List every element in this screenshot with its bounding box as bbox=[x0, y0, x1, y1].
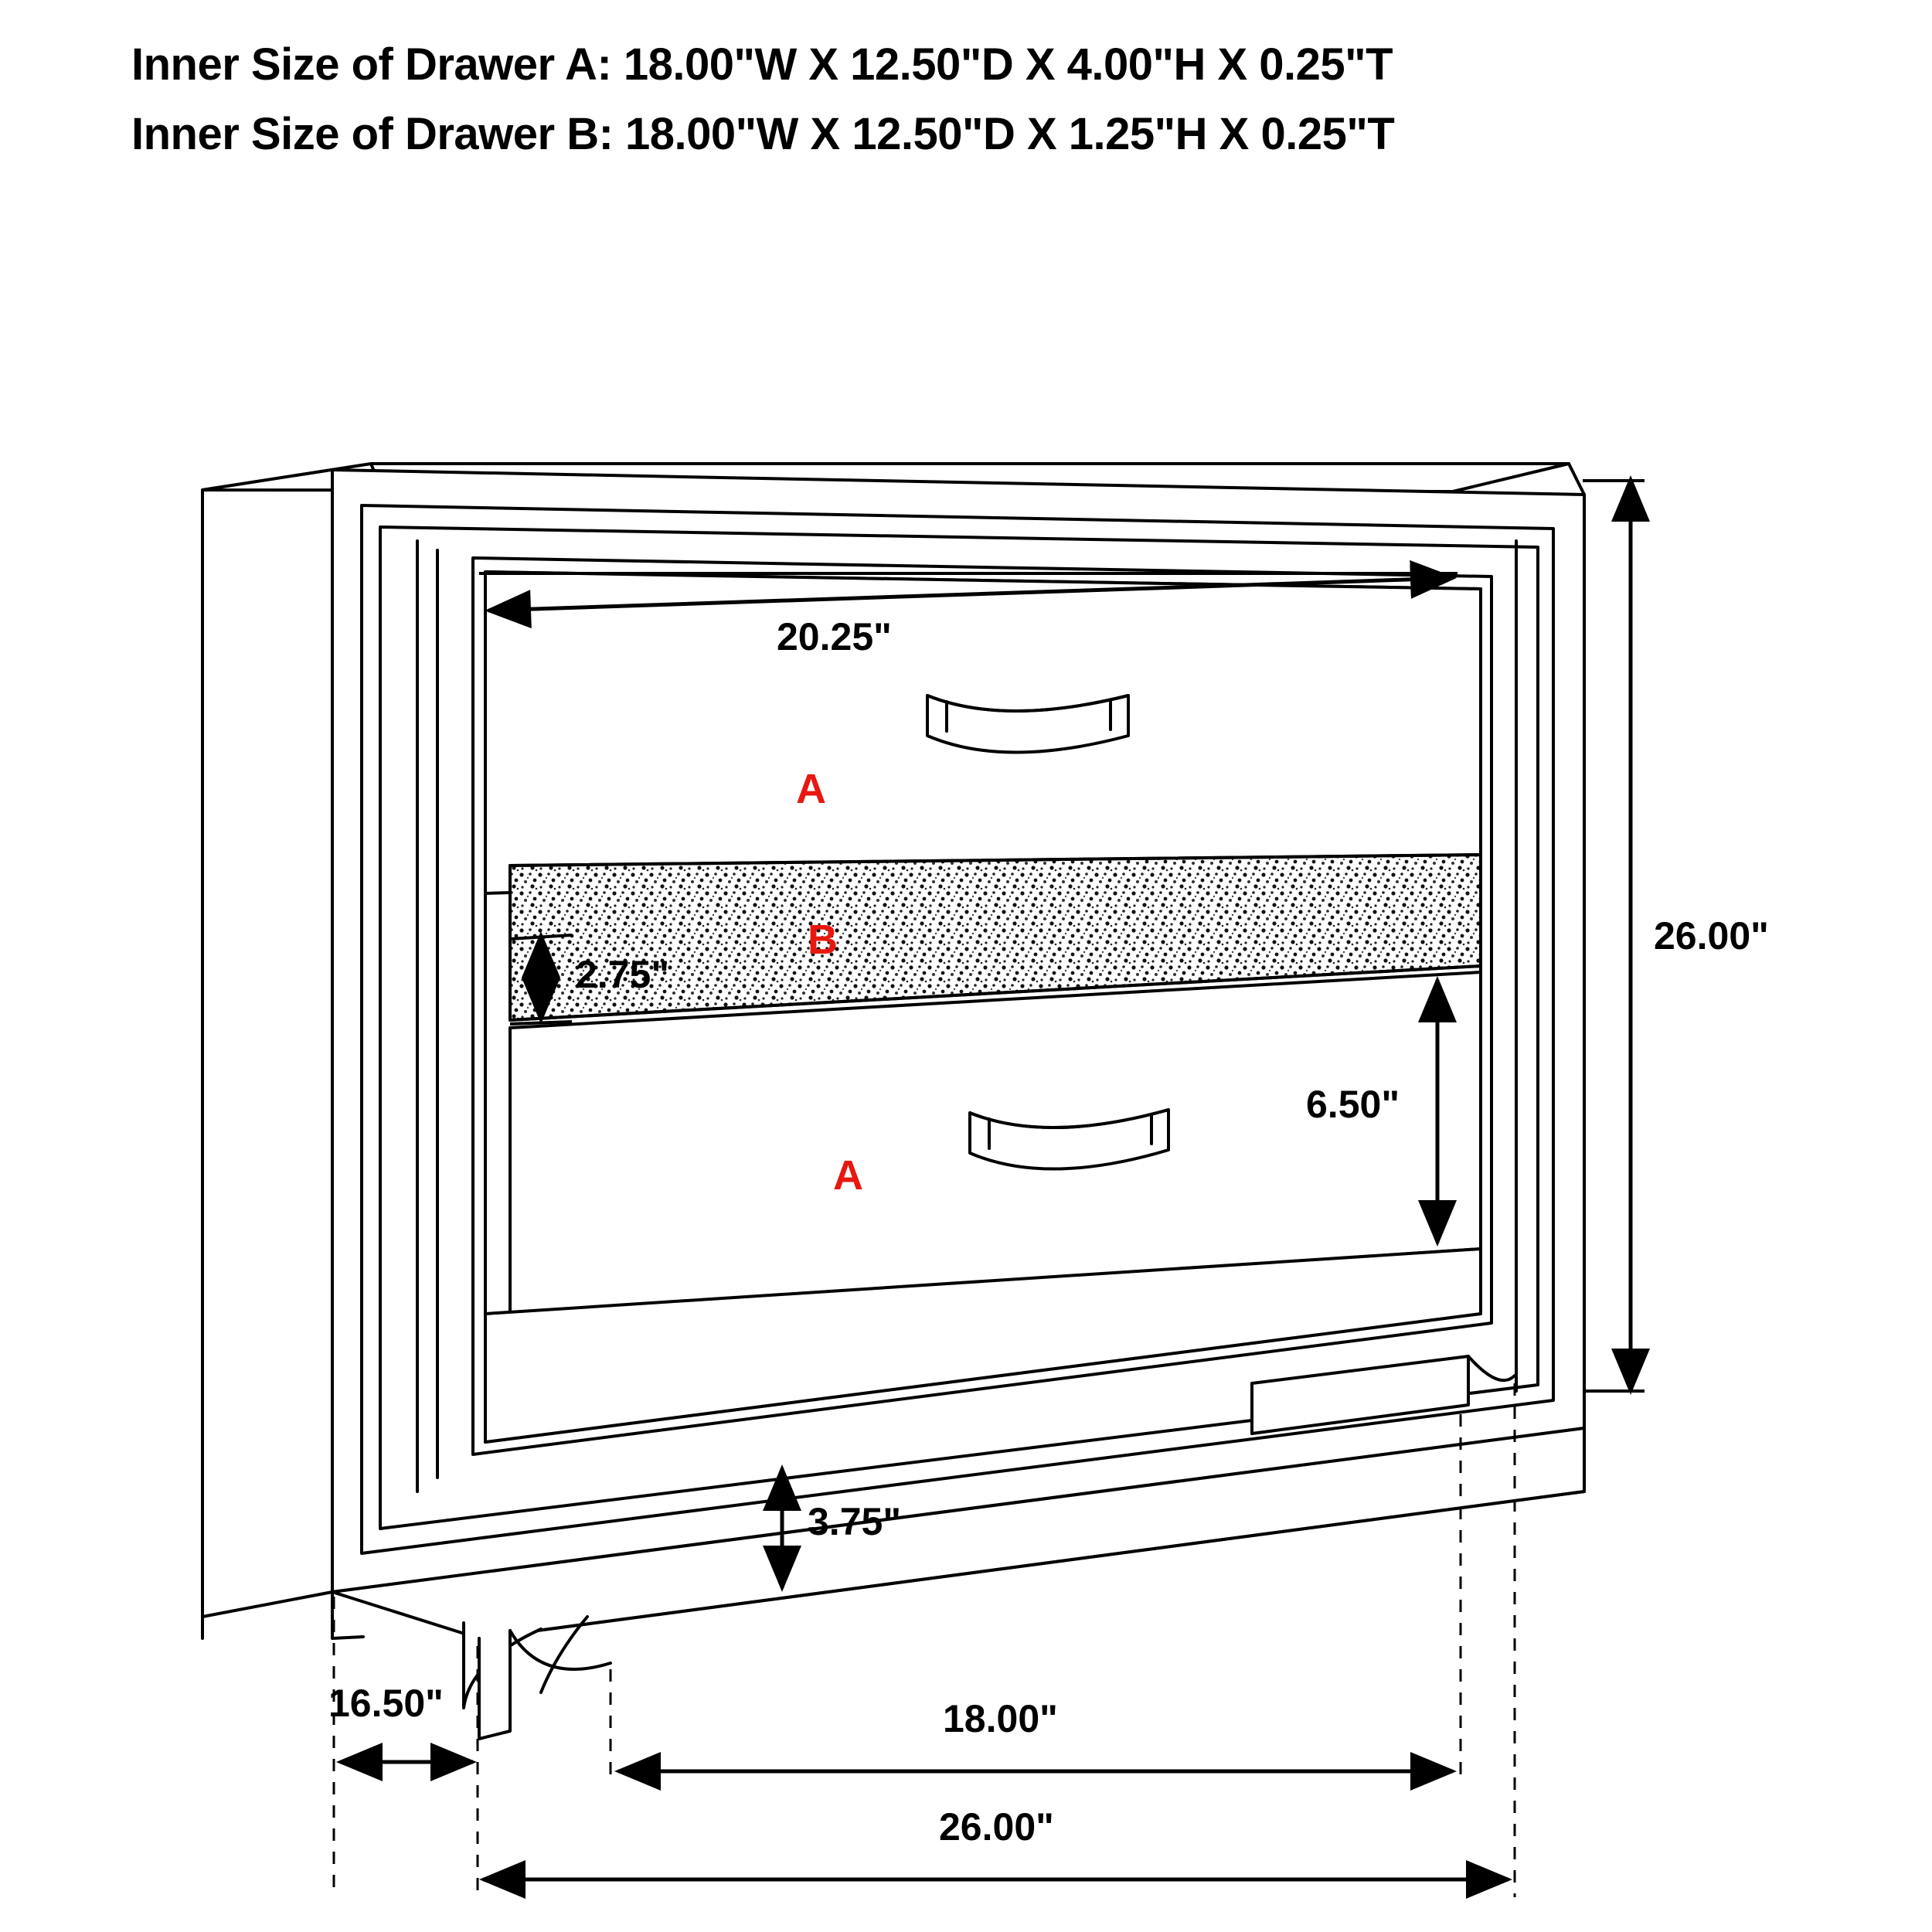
dim-overall-width: 26.00" bbox=[939, 1805, 1054, 1849]
dim-drawer-b-height: 2.75" bbox=[576, 953, 670, 996]
label-drawer-b: B bbox=[808, 917, 838, 963]
header-line-drawer-a: Inner Size of Drawer A: 18.00"W X 12.50"D X 4.00"H X 0.25"T bbox=[131, 39, 1393, 90]
label-drawer-a-top: A bbox=[796, 766, 826, 812]
label-drawer-a-bottom: A bbox=[833, 1152, 863, 1199]
dim-depth: 16.50" bbox=[328, 1682, 444, 1725]
dim-overall-height: 26.00" bbox=[1654, 914, 1769, 957]
dim-leg-height: 3.75" bbox=[808, 1500, 902, 1543]
dim-leg-span: 18.00" bbox=[943, 1697, 1058, 1740]
dim-drawer-width: 20.25" bbox=[777, 615, 892, 658]
header-line-drawer-b: Inner Size of Drawer B: 18.00"W X 12.50"D X 1.25"H X 0.25"T bbox=[131, 109, 1395, 159]
dim-lower-drawer-height: 6.50" bbox=[1306, 1083, 1400, 1126]
